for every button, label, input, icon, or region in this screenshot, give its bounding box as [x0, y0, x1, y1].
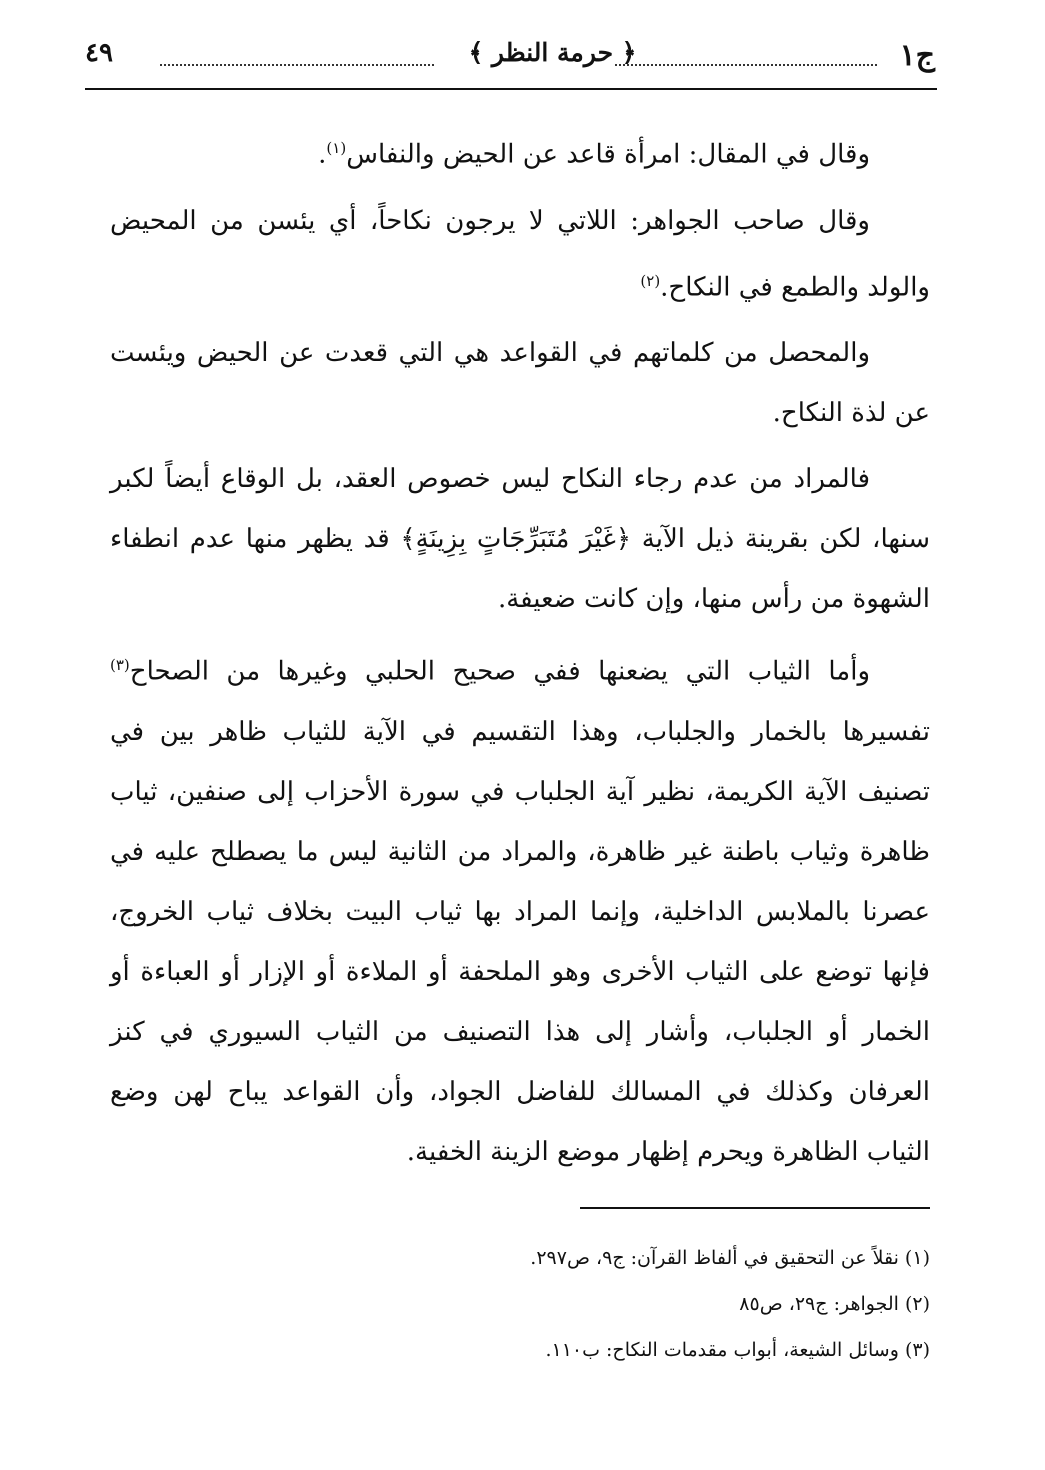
- paragraph: [110, 191, 930, 318]
- paragraph-end: .: [318, 139, 327, 170]
- footnote-item: (٢) الجواهر: ج٢٩، ص٨٥: [739, 1293, 930, 1315]
- footnote-marker: (٣): [110, 656, 130, 675]
- paragraph: [110, 118, 930, 185]
- footnote-marker: (٢): [640, 271, 661, 290]
- main-text: [110, 118, 930, 1188]
- running-title: ﴿ حرمة النظر ﴾: [468, 38, 637, 67]
- paragraph: [110, 635, 930, 1182]
- paragraph-text: فالمراد من عدم رجاء النكاح ليس خصوص العقد، بل الوقاع أيضاً لكبر سنها، لكن بقرينة ذيل الآية ﴿غَيْرَ مُتَبَرِّجَاتٍ بِزِينَةٍ﴾ قد يظهر منها عدم انطفاء الشهوة من رأس منها، وإن كانت ضعيفة.: [110, 464, 930, 615]
- volume-label: ج١: [899, 38, 935, 73]
- paragraph-text: وقال في المقال: امرأة قاعد عن الحيض والنفاس: [346, 139, 870, 170]
- footnote-item: (١) نقلاً عن التحقيق في ألفاظ القرآن: ج٩، ص٢٩٧.: [530, 1247, 930, 1269]
- paragraph: [110, 449, 930, 629]
- header-dotted-leader-left: [160, 44, 434, 66]
- footnote-marker: (١): [326, 139, 347, 157]
- paragraph-continuation: تفسيرها بالخمار والجلباب، وهذا التقسيم في الآية للثياب ظاهر بين في تصنيف الآية الكريمة، نظير آية الجلباب في سورة الأحزاب إلى صنفين، ثياب ظاهرة وثياب باطنة غير ظاهرة، والمراد من الثانية ليس ما يصطلح عليه في عصرنا بالملابس الداخلية، وإنما المراد بها ثياب البيت بخلاف ثياب الخروج، فإنها توضع على الثياب الأخرى وهو الملحفة أو الملاءة أو الإزار أو العباءة أو الخمار أو الجلباب، وأشار إلى هذا التصنيف من الثياب السيوري في كنز العرفان وكذلك في المسالك للفاضل الجواد، وأن القواعد يباح لهن وضع الثياب الظاهرة ويحرم إظهار موضع الزينة الخفية.: [110, 716, 930, 1167]
- paragraph-text: والمحصل من كلماتهم في القواعد هي التي قعدت عن الحيض ويئست عن لذة النكاح.: [110, 338, 930, 429]
- paragraph: [110, 323, 930, 443]
- header-rule: [85, 88, 937, 90]
- footnote-item: (٣) وسائل الشيعة، أبواب مقدمات النكاح: ب١١٠.: [545, 1339, 930, 1361]
- paragraph-text: وأما الثياب التي يضعنها ففي صحيح الحلبي وغيرها من الصحاح: [129, 656, 870, 687]
- page-header: [85, 34, 935, 84]
- footnotes: [110, 1235, 930, 1373]
- page-number: ٤٩: [85, 38, 113, 68]
- paragraph-text: وقال صاحب الجواهر: اللاتي لا يرجون نكاحاً، أي يئسن من المحيض والولد والطمع في النكاح.: [110, 205, 930, 303]
- footnote-separator: [580, 1207, 930, 1209]
